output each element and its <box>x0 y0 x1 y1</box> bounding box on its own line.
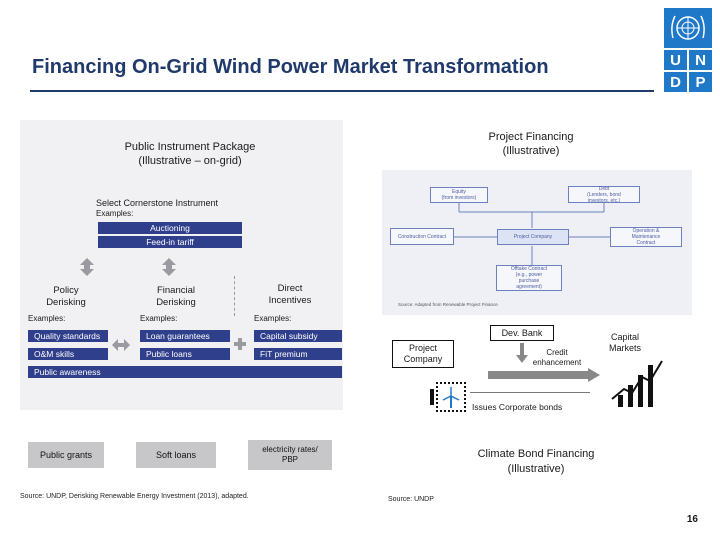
examples-label: Examples: <box>140 314 178 323</box>
logo-letter-u: U <box>670 52 681 69</box>
logo-letter-n: N <box>695 52 706 69</box>
right-source: Source: UNDP <box>388 496 434 503</box>
undp-logo <box>660 8 716 92</box>
om-skills-bar: O&M skills <box>28 348 108 360</box>
project-company-node: Project Company <box>497 229 569 245</box>
direct-incentives-title: Direct Incentives <box>268 283 312 306</box>
feed-in-tariff-bar: Feed-in tariff <box>98 236 242 248</box>
project-financing-title: Project Financing (Illustrative) <box>488 131 574 158</box>
offtake-contract-node: Offtake Contract (e.g., power purchase agreement) <box>496 265 562 291</box>
slide-title: Financing On-Grid Wind Power Market Transformation <box>32 56 549 78</box>
page-number: 16 <box>686 514 698 525</box>
turbine-box <box>436 382 466 412</box>
auctioning-bar: Auctioning <box>98 222 242 234</box>
capital-markets-label: Capital Markets <box>608 332 641 354</box>
quality-standards-bar: Quality standards <box>28 330 108 342</box>
wind-turbine-icon <box>438 384 464 410</box>
fit-premium-bar: FiT premium <box>254 348 342 360</box>
logo-letter-p: P <box>695 74 706 91</box>
capital-subsidy-bar: Capital subsidy <box>254 330 342 342</box>
issuance-arrow-stem <box>430 389 434 405</box>
dev-bank-box: Dev. Bank <box>490 325 554 341</box>
public-awareness-bar: Public awareness <box>28 366 342 378</box>
rising-market-chart-icon <box>610 355 666 407</box>
updown-arrow-icon <box>160 258 178 276</box>
leftright-arrow-icon <box>112 338 130 352</box>
plus-icon <box>234 338 246 350</box>
issues-corporate-bonds-label: Issues Corporate bonds <box>472 402 563 412</box>
climate-bond-title: Climate Bond Financing (Illustrative) <box>477 448 595 475</box>
public-grants-box: Public grants <box>28 442 104 468</box>
updown-arrow-icon <box>78 258 96 276</box>
financial-derisking-title: Financial Derisking <box>156 285 196 308</box>
operation-maintenance-node: Operation & Maintenance Contract <box>610 227 682 247</box>
title-underline <box>30 90 654 92</box>
loan-guarantees-bar: Loan guarantees <box>140 330 230 342</box>
left-source: Source: UNDP, Derisking Renewable Energy Investment (2013), adapted. <box>20 493 249 500</box>
diagram-source: Source: Adapted from Renewable Project Finance <box>398 302 498 307</box>
logo-letter-d: D <box>670 74 681 91</box>
project-company-box: Project Company <box>392 340 454 368</box>
cornerstone-heading: Select Cornerstone Instrument <box>96 198 219 208</box>
electricity-rates-box: electricity rates/ PBP <box>248 440 332 470</box>
debt-node: Debt (Lenders, bond investors, etc.) <box>568 186 640 203</box>
column-divider <box>234 276 235 316</box>
equity-node: Equity (from investors) <box>430 187 488 203</box>
issuance-line <box>470 392 590 393</box>
examples-label: Examples: <box>254 314 292 323</box>
policy-derisking-title: Policy Derisking <box>46 285 86 308</box>
cornerstone-examples: Examples: <box>96 209 134 218</box>
soft-loans-box: Soft loans <box>136 442 216 468</box>
right-arrow-icon <box>488 368 600 382</box>
package-title: Public Instrument Package (Illustrative – on-grid) <box>124 141 256 168</box>
examples-label: Examples: <box>28 314 66 323</box>
public-loans-bar: Public loans <box>140 348 230 360</box>
construction-contract-node: Construction Contract <box>390 228 454 245</box>
credit-enhancement-label: Credit enhancement <box>532 348 582 367</box>
